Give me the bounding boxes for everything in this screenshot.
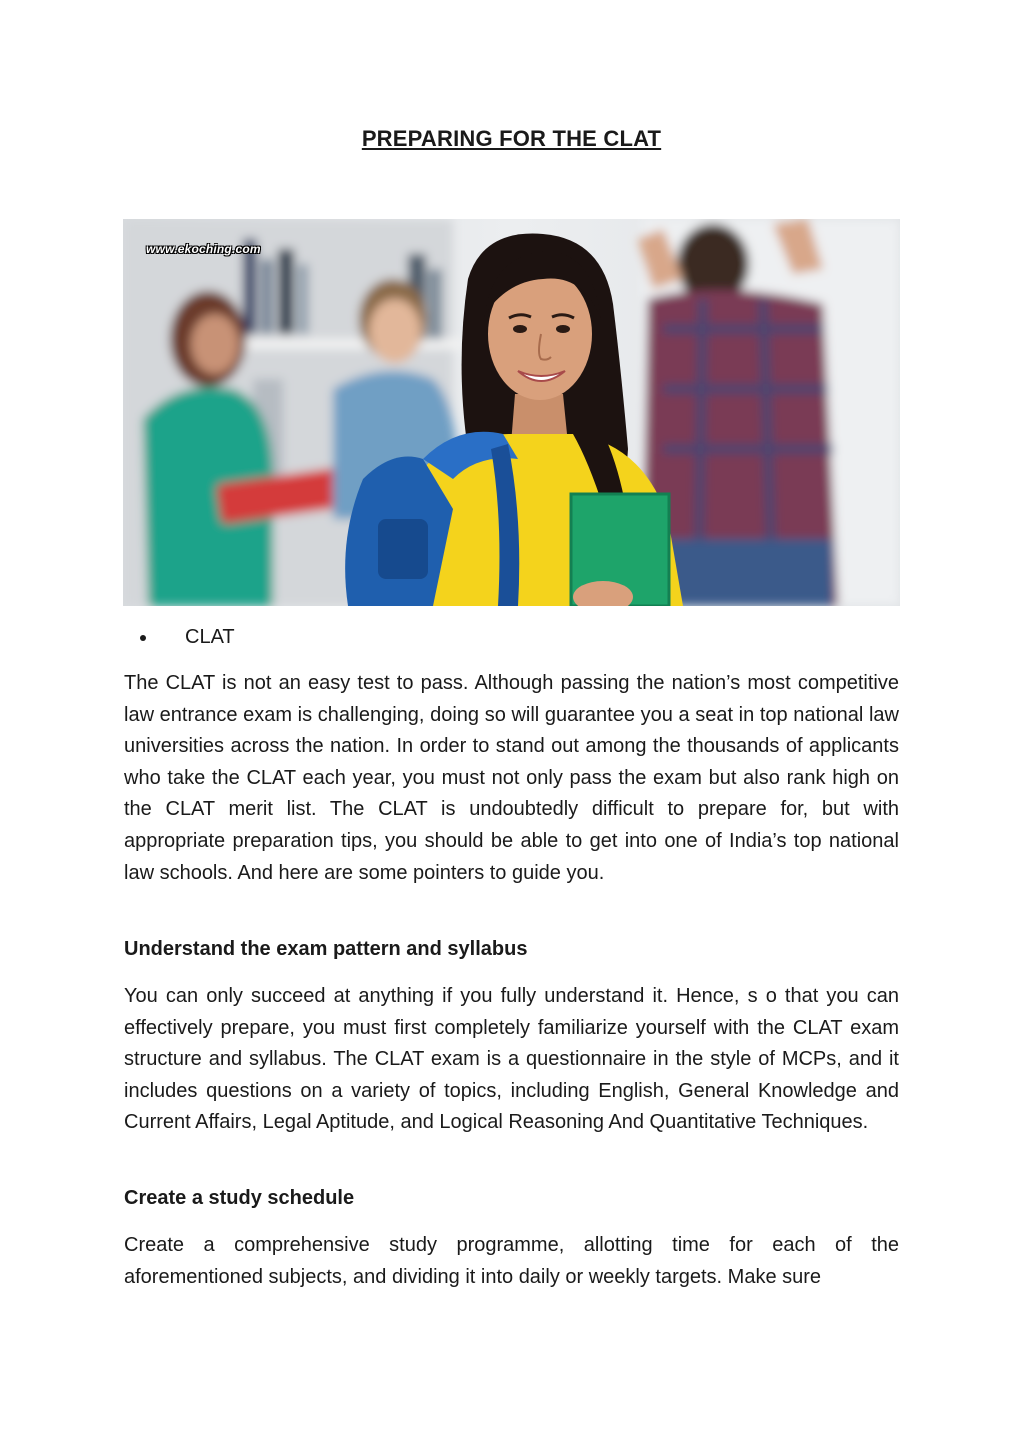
students-photo-illustration bbox=[123, 219, 900, 606]
image-watermark: www.ekoching.com bbox=[146, 242, 261, 256]
hero-photo bbox=[123, 219, 900, 606]
page-title: PREPARING FOR THE CLAT bbox=[361, 126, 662, 151]
section-body-exam-pattern: You can only succeed at anything if you fully understand it. Hence, s o that you can effectively prepare, you must first completely familiarize yourself with the CLAT exam structure and syllabus. The CLAT exam is a questionnaire in the style of MCPs, and it includes questions on a variety of topics, including English, General Knowledge and Current Affairs, Legal Aptitude, and Logical Reasoning And Quantitative Techniques. bbox=[124, 985, 899, 1134]
list-item bbox=[140, 626, 235, 649]
section-body-study-schedule: Create a comprehensive study programme, allotting time for each of the aforementioned subjects, and dividing it into daily or weekly targets. Make sure bbox=[124, 1234, 899, 1288]
bullet-list bbox=[140, 626, 235, 649]
intro-paragraph: The CLAT is not an easy test to pass. Although passing the nation’s most competitive law entrance exam is challenging, doing so will guarantee you a seat in top national law universities across the nation. In order to stand out among the thousands of applicants who take the CLAT each year, you must not only pass the exam but also rank high on the CLAT merit list. The CLAT is undoubtedly difficult to prepare for, but with appropriate preparation tips, you should be able to get into one of India’s top national law schools. And here are some pointers to guide you. bbox=[124, 672, 899, 884]
section-heading-study-schedule: Create a study schedule bbox=[124, 1187, 355, 1209]
section-heading-exam-pattern: Understand the exam pattern and syllabus bbox=[124, 938, 528, 960]
bullet-text: CLAT bbox=[185, 626, 235, 648]
bullet-marker bbox=[140, 635, 146, 641]
